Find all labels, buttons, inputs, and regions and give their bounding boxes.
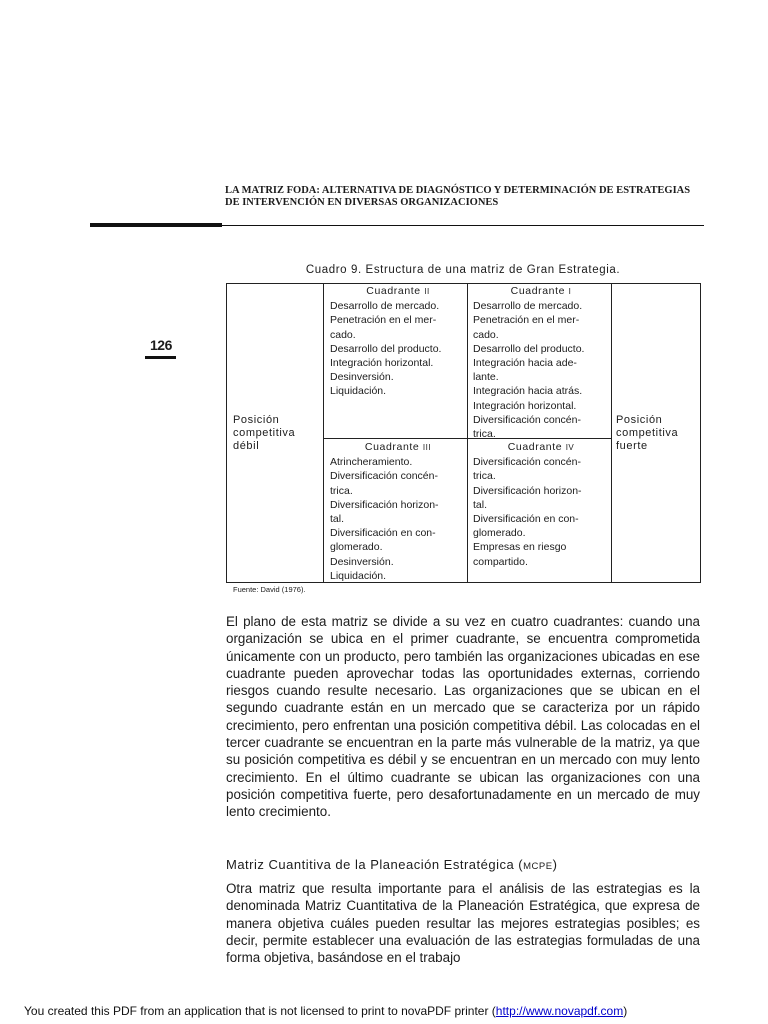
- quadrant-ii-title: [330, 284, 466, 299]
- strategy-line: cado.: [330, 328, 356, 341]
- quadrant-i-title: [473, 284, 609, 299]
- strategy-line: Integración hacia atrás.: [473, 385, 583, 398]
- strategy-line: Liquidación.: [330, 385, 387, 398]
- strategy-line: Integración horizontal.: [473, 399, 577, 412]
- body-paragraph-2: Otra matriz que resulta importante para el análisis de las estrategias es la denominada Matriz Cuantitativa de la Planeación Estratégica, que expresa de manera objetiva cuáles pueden resultar las mejores estrategias posibles; es decir, permite establecer una evaluación de las estrategias formuladas de una forma objetiva, basándose en el trabajo: [226, 881, 700, 966]
- strategy-line: trica.: [473, 470, 496, 483]
- strategy-line: glomerado.: [473, 527, 526, 540]
- section-title-close: ): [552, 857, 558, 872]
- strategy-line: Diversificación horizon-: [473, 484, 582, 497]
- strategy-line: Integración hacia ade-: [473, 357, 577, 370]
- strategy-line: Diversificación horizon-: [330, 498, 439, 511]
- quadrant-title-word: Cuadrante: [364, 441, 420, 453]
- matrix-divider-left: [323, 284, 324, 582]
- novapdf-link[interactable]: http://www.novapdf.com: [495, 1004, 624, 1018]
- quadrant-numeral: III: [422, 443, 432, 452]
- strategy-line: Diversificación en con-: [330, 527, 436, 540]
- strategy-line: Liquidación.: [330, 569, 387, 582]
- footer-notice: [24, 1004, 754, 1018]
- quadrant-iv: [473, 440, 609, 569]
- quadrant-iv-title: [473, 440, 609, 455]
- strong-position-line: fuerte: [616, 440, 648, 452]
- section-title: [226, 857, 557, 872]
- strategy-line: Desarrollo de mercado.: [473, 300, 583, 313]
- section-title-text: Matriz Cuantitiva de la Planeación Estratégica (: [226, 857, 524, 872]
- weak-position-line: débil: [233, 440, 260, 452]
- matrix-divider-center: [467, 284, 468, 582]
- table-source-note: Fuente: David (1976).: [233, 585, 306, 594]
- running-header-line-1: LA MATRIZ FODA: ALTERNATIVA DE DIAGNÓSTICO Y DETERMINACIÓN DE ESTRATEGIAS: [225, 185, 691, 196]
- grand-strategy-matrix: [226, 283, 701, 583]
- quadrant-numeral: I: [568, 287, 572, 296]
- strategy-line: lante.: [473, 371, 499, 384]
- strategy-line: tal.: [473, 498, 488, 511]
- strategy-line: Desinversión.: [330, 555, 394, 568]
- quadrant-iii: [330, 440, 466, 583]
- strategy-line: tal.: [330, 513, 345, 526]
- quadrant-i: [473, 284, 609, 441]
- quadrant-numeral: IV: [565, 443, 575, 452]
- strong-position-line: competitiva: [616, 427, 679, 439]
- weak-position-line: competitiva: [233, 427, 296, 439]
- header-rule-thick: [90, 223, 222, 227]
- strategy-line: Desarrollo del producto.: [473, 342, 585, 355]
- strategy-line: Diversificación concén-: [330, 470, 438, 483]
- strong-position-label: [616, 414, 700, 453]
- quadrant-title-word: Cuadrante: [366, 285, 421, 297]
- strategy-line: Desinversión.: [330, 371, 394, 384]
- strategy-line: Penetración en el mer-: [473, 314, 580, 327]
- strong-position-line: Posición: [616, 414, 663, 426]
- matrix-divider-right: [611, 284, 612, 582]
- section-title-abbr: MCPE: [523, 861, 553, 872]
- running-header: [225, 185, 705, 209]
- header-rule-thin: [222, 225, 704, 226]
- strategy-line: Diversificación concén-: [473, 456, 581, 469]
- quadrant-title-word: Cuadrante: [510, 285, 566, 297]
- strategy-line: Diversificación en con-: [473, 513, 579, 526]
- weak-position-label: [233, 414, 321, 453]
- strategy-line: Diversificación concén-: [473, 413, 581, 426]
- strategy-line: compartido.: [473, 555, 528, 568]
- strategy-line: Atrincheramiento.: [330, 456, 413, 469]
- strategy-line: glomerado.: [330, 541, 383, 554]
- quadrant-iii-title: [330, 440, 466, 455]
- strategy-line: Empresas en riesgo: [473, 541, 567, 554]
- quadrant-numeral: II: [424, 287, 430, 296]
- strategy-line: Desarrollo del producto.: [330, 342, 442, 355]
- running-header-line-2: DE INTERVENCIÓN EN DIVERSAS ORGANIZACIONES: [225, 197, 499, 208]
- weak-position-line: Posición: [233, 414, 280, 426]
- page-number: 126: [150, 337, 172, 353]
- quadrant-ii: [330, 284, 466, 399]
- footer-notice-text: You created this PDF from an application that is not licensed to print to novaPDF printer (: [24, 1004, 496, 1018]
- strategy-line: Desarrollo de mercado.: [330, 300, 440, 313]
- table-caption: Cuadro 9. Estructura de una matriz de Gran Estrategia.: [305, 264, 621, 276]
- strategy-line: trica.: [473, 428, 496, 441]
- body-paragraph-1: El plano de esta matriz se divide a su vez en cuatro cuadrantes: cuando una organización se ubica en el primer cuadrante, se encuentra comprometida únicamente con un producto, pero también las organizaciones ubicadas en ese cuadrante pueden aprovechar todas las oportunidades externas, corriendo riesgos cuando resulte necesario. Las organizaciones que se ubican en el segundo cuadrante están en un mercado que se caracteriza por un rápido crecimiento, pero enfrentan una posición competitiva débil. Las colocadas en el tercer cuadrante se encuentran en la parte más vulnerable de la matriz, ya que su posición competitiva es débil y se encuentran en un mercado con muy lento crecimiento. En el último cuadrante se ubican las organizaciones con una posición competitiva fuerte, pero desafortunadamente en un mercado de muy lento crecimiento.: [226, 614, 700, 820]
- strategy-line: Penetración en el mer-: [330, 314, 437, 327]
- footer-notice-close: ): [623, 1004, 628, 1018]
- page-number-rule: [145, 356, 176, 359]
- strategy-line: Integración horizontal.: [330, 357, 434, 370]
- strategy-line: trica.: [330, 484, 353, 497]
- strategy-line: cado.: [473, 328, 499, 341]
- quadrant-title-word: Cuadrante: [507, 441, 563, 453]
